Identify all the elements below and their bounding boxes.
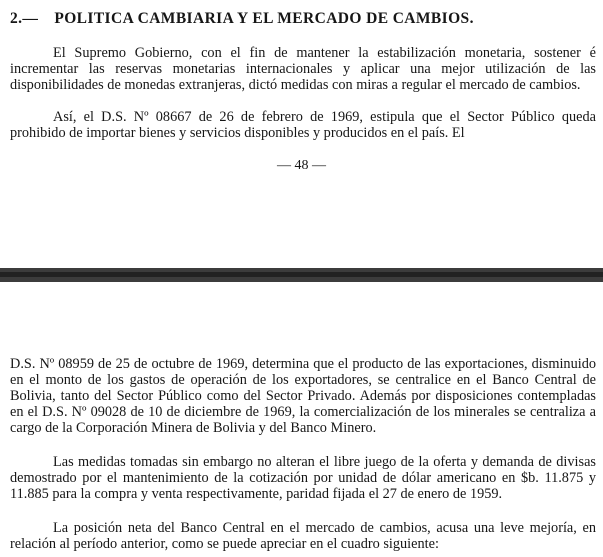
- paragraph-ds-08667: Así, el D.S. Nº 08667 de 26 de febrero de 1969, estipula que el Sector Público queda prohibido de importar bienes y servicios disponibles y producidos en el país. El: [10, 109, 596, 141]
- page-divider: [0, 268, 603, 282]
- page-divider-edge: [0, 272, 603, 277]
- paragraph-intro: El Supremo Gobierno, con el fin de mantener la estabilización monetaria, sostener é incrementar las reservas monetarias internacionales y aplicar una mejor utilización de las disponibilidades de monedas extranjeras, dictó medidas con miras a regular el mercado de cambios.: [10, 45, 596, 93]
- section-number: 2.—: [10, 10, 39, 27]
- paragraph-medidas: Las medidas tomadas sin embargo no alteran el libre juego de la oferta y demanda de divisas demostrado por el mantenimiento de la cotización por unidad de dólar americano en $b. 11.875 y 11.885 para la compra y venta respectivamente, paridad fijada el 27 de enero de 1959.: [10, 454, 596, 502]
- section-heading: [10, 9, 600, 29]
- paragraph-posicion-neta: La posición neta del Banco Central en el mercado de cambios, acusa una leve mejoría, en relación al período anterior, como se puede apreciar en el cuadro siguiente:: [10, 520, 596, 552]
- page-number: — 48 —: [277, 158, 326, 173]
- paragraph-ds-08959: D.S. Nº 08959 de 25 de octubre de 1969, determina que el producto de las exportaciones, disminuido en el monto de los gastos de operación de los exportadores, se centralice en el Banco Central de Bolivia, tanto del Sector Público como del Sector Privado. Además por disposiciones contempladas en el D.S. Nº 09028 de 10 de diciembre de 1969, la comercialización de los minerales se centraliza a cargo de la Corporación Minera de Bolivia y del Banco Minero.: [10, 356, 596, 436]
- section-title: POLITICA CAMBIARIA Y EL MERCADO DE CAMBIOS.: [54, 10, 474, 27]
